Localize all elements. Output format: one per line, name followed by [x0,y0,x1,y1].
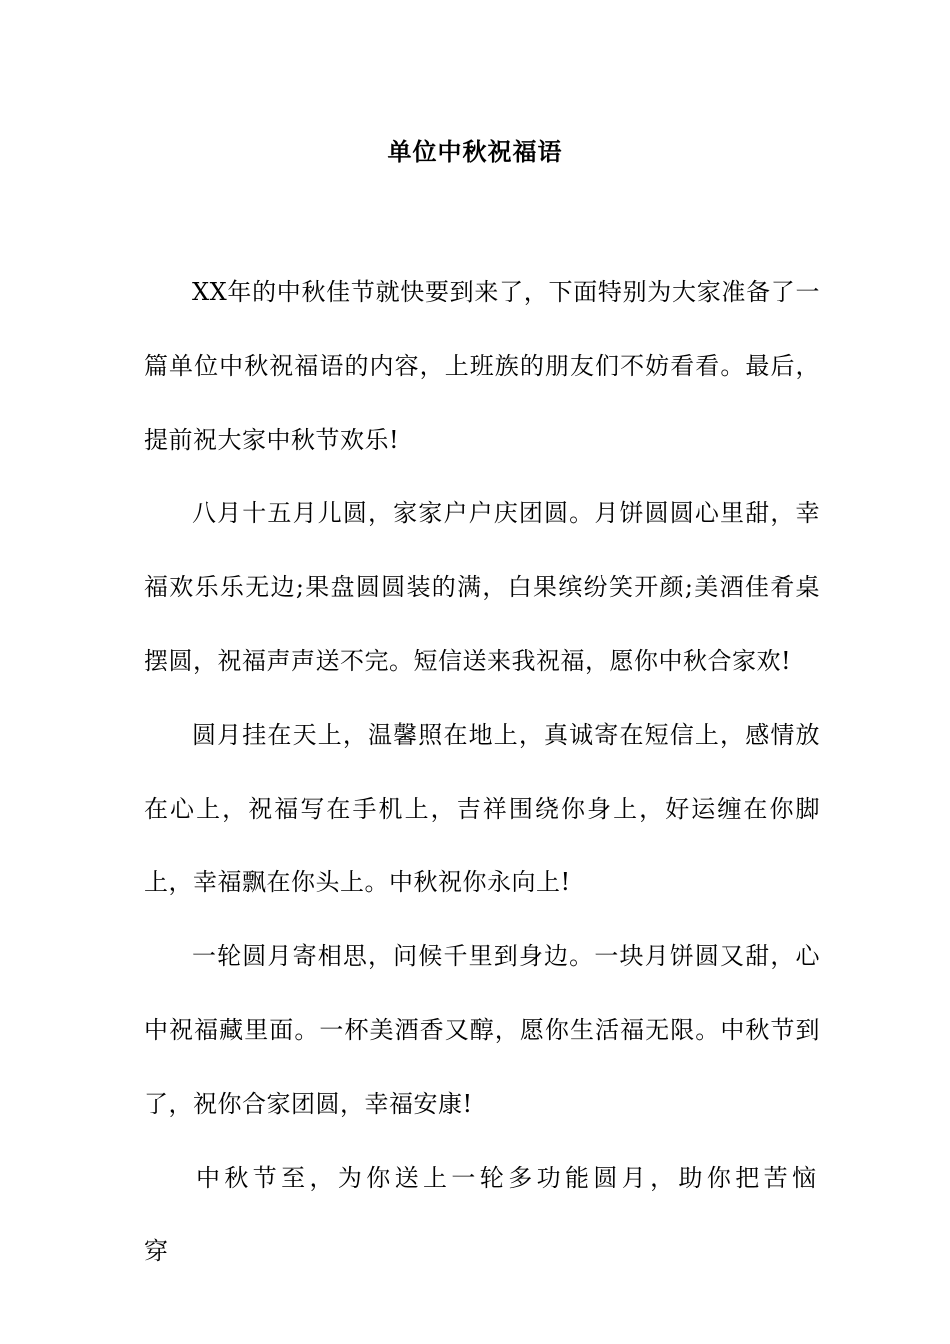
document-title: 单位中秋祝福语 [387,138,563,166]
paragraph-blessing-2: 圆月挂在天上，温馨照在地上，真诚寄在短信上，感情放在心上，祝福写在手机上，吉祥围绕你身上，好运缠在你脚上，幸福飘在你头上。中秋祝你永向上! [144,720,820,897]
paragraph-blessing-1: 八月十五月儿圆，家家户户庆团圆。月饼圆圆心里甜，幸福欢乐乐无边;果盘圆圆装的满，白果缤纷笑开颜;美酒佳肴桌摆圆，祝福声声送不完。短信送来我祝福，愿你中秋合家欢! [144,499,820,675]
document-body [144,256,820,1289]
paragraph-blessing-3: 一轮圆月寄相思，问候千里到身边。一块月饼圆又甜，心中祝福藏里面。一杯美酒香又醇，愿你生活福无限。中秋节到了，祝你合家团圆，幸福安康! [144,942,820,1118]
paragraph-blessing-4: 中秋节至，为你送上一轮多功能圆月，助你把苦恼穿 [144,1163,820,1266]
paragraph-intro: XX年的中秋佳节就快要到来了，下面特别为大家准备了一篇单位中秋祝福语的内容，上班族的朋友们不妨看看。最后，提前祝大家中秋节欢乐! [144,278,820,454]
